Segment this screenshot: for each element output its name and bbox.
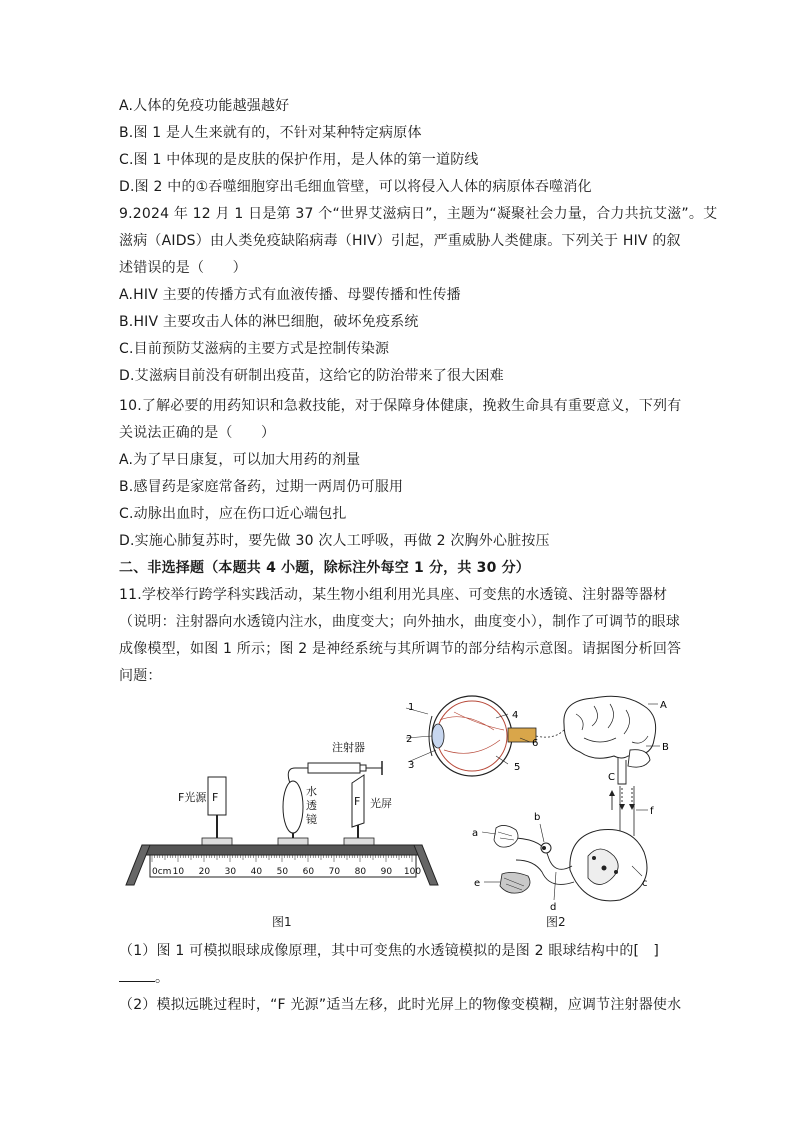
section-heading: 二、非选择题（本题共 4 小题，除标注外每空 1 分，共 30 分） bbox=[119, 560, 531, 576]
lens-char-2: 透 bbox=[306, 799, 317, 812]
reflex-label-f: f bbox=[650, 806, 654, 817]
option-b-q10: B.感冒药是家庭常备药，过期一两周仍可服用 bbox=[119, 479, 404, 495]
eye-label-6: 6 bbox=[532, 738, 539, 749]
ruler-tick-label: 60 bbox=[302, 867, 315, 877]
light-letter: F bbox=[212, 791, 219, 804]
ruler-tick-label: 50 bbox=[276, 867, 289, 877]
question-9-stem: 9.2024 年 12 月 1 日是第 37 个“世界艾滋病日”，主题为“凝聚社会力量，合力共抗艾滋”。艾 bbox=[119, 206, 718, 222]
brain-label-b: B bbox=[662, 742, 669, 753]
syringe-icon bbox=[288, 740, 382, 787]
lens-char-1: 水 bbox=[306, 785, 317, 798]
eye-label-3: 3 bbox=[408, 760, 415, 771]
figure-1-caption: 图1 bbox=[272, 915, 292, 929]
sub-question-1-text: （1）图 1 可模拟眼球成像原理，其中可变焦的水透镜模拟的是图 2 眼球结构中的[ ] bbox=[119, 943, 660, 959]
option-c-q8: C.图 1 中体现的是皮肤的保护作用，是人体的第一道防线 bbox=[119, 152, 479, 168]
ruler-tick-label: 80 bbox=[354, 867, 367, 877]
reflex-label-a: a bbox=[472, 828, 479, 839]
option-c-q10: C.动脉出血时，应在伤口近心端包扎 bbox=[119, 506, 347, 522]
screen bbox=[352, 775, 392, 839]
reflex-label-d: d bbox=[550, 902, 557, 913]
question-10-stem: 10.了解必要的用药知识和急救技能，对于保障身体健康，挽救生命具有重要意义，下列有 bbox=[119, 398, 682, 414]
brain-diagram bbox=[564, 696, 669, 784]
question-10-stem-end: 关说法正确的是（ ） bbox=[119, 425, 276, 441]
eye-label-5: 5 bbox=[514, 762, 521, 773]
syringe-label: 注射器 bbox=[332, 741, 365, 754]
option-b-q8: B.图 1 是人生来就有的，不针对某种特定病原体 bbox=[119, 125, 422, 141]
ruler-tick-label: 30 bbox=[224, 867, 237, 877]
light-source bbox=[178, 777, 226, 839]
ruler-tick-label: 40 bbox=[250, 867, 263, 877]
ruler-tick-label: 90 bbox=[380, 867, 393, 877]
sub-question-1-answer bbox=[119, 969, 169, 987]
spinal-tract bbox=[609, 786, 654, 836]
light-label: F光源 bbox=[178, 791, 207, 804]
ruler-tick-label: 70 bbox=[328, 867, 341, 877]
option-c-q9: C.目前预防艾滋病的主要方式是控制传染源 bbox=[119, 341, 390, 357]
brain-label-a: A bbox=[660, 700, 667, 711]
ruler-tick-label: 10 bbox=[172, 867, 185, 877]
sub-question-1 bbox=[119, 942, 659, 960]
eye-label-4: 4 bbox=[512, 710, 519, 721]
answer-blank[interactable] bbox=[119, 969, 155, 982]
reflex-label-c: c bbox=[642, 878, 648, 889]
sub-question-1-end: 。 bbox=[155, 970, 170, 986]
eye-diagram bbox=[406, 696, 538, 776]
figure-2-nervous-system bbox=[404, 690, 694, 928]
sub-question-2: （2）模拟远眺过程时，“F 光源”适当左移，此时光屏上的物像变模糊，应调节注射器使水 bbox=[119, 997, 682, 1013]
option-b-q9: B.HIV 主要攻击人体的淋巴细胞，破坏免疫系统 bbox=[119, 314, 419, 330]
option-d-q8: D.图 2 中的①吞噬细胞穿出毛细血管壁，可以将侵入人体的病原体吞噬消化 bbox=[119, 179, 592, 195]
question-11-stem-2: （说明：注射器向水透镜内注水，曲度变大；向外抽水，曲度变小），制作了可调节的眼球 bbox=[119, 614, 680, 630]
question-9-stem-cont: 滋病（AIDS）由人类免疫缺陷病毒（HIV）引起，严重威胁人类健康。下列关于 HIV 的叙 bbox=[119, 233, 681, 249]
question-11-stem-3: 成像模型，如图 1 所示；图 2 是神经系统与其所调节的部分结构示意图。请据图分析回答 bbox=[119, 641, 682, 657]
brain-label-c: C bbox=[608, 772, 615, 783]
eye-label-2: 2 bbox=[406, 734, 413, 745]
option-a-q8: A.人体的免疫功能越强越好 bbox=[119, 98, 290, 114]
ruler-tick-label: 100 bbox=[403, 867, 422, 877]
lens-char-3: 镜 bbox=[306, 813, 317, 826]
eye-label-1: 1 bbox=[408, 702, 415, 713]
question-11-stem: 11.学校举行跨学科实践活动，某生物小组利用光具座、可变焦的水透镜、注射器等器材 bbox=[119, 587, 668, 603]
screen-letter: F bbox=[354, 795, 361, 808]
reflex-label-b: b bbox=[534, 812, 541, 823]
optical-bench-rail bbox=[126, 838, 438, 885]
figure-2-caption: 图2 bbox=[546, 915, 566, 929]
option-d-q9: D.艾滋病目前没有研制出疫苗，这给它的防治带来了很大困难 bbox=[119, 368, 504, 384]
spinal-cord-diagram bbox=[570, 829, 648, 900]
question-9-stem-end: 述错误的是（ ） bbox=[119, 260, 247, 276]
option-a-q10: A.为了早日康复，可以加大用药的剂量 bbox=[119, 452, 361, 468]
reflex-arc bbox=[472, 812, 574, 913]
option-d-q10: D.实施心肺复苏时，要先做 30 次人工呼吸，再做 2 次胸外心脏按压 bbox=[119, 533, 550, 549]
water-lens bbox=[283, 781, 317, 839]
figure-1-optical-bench bbox=[120, 735, 440, 935]
bench-unit-label: 0cm bbox=[152, 867, 172, 877]
screen-label: 光屏 bbox=[370, 797, 392, 810]
option-a-q9: A.HIV 主要的传播方式有血液传播、母婴传播和性传播 bbox=[119, 287, 461, 303]
reflex-label-e: e bbox=[474, 878, 481, 889]
question-11-stem-4: 问题： bbox=[119, 668, 162, 684]
ruler-tick-label: 20 bbox=[198, 867, 211, 877]
